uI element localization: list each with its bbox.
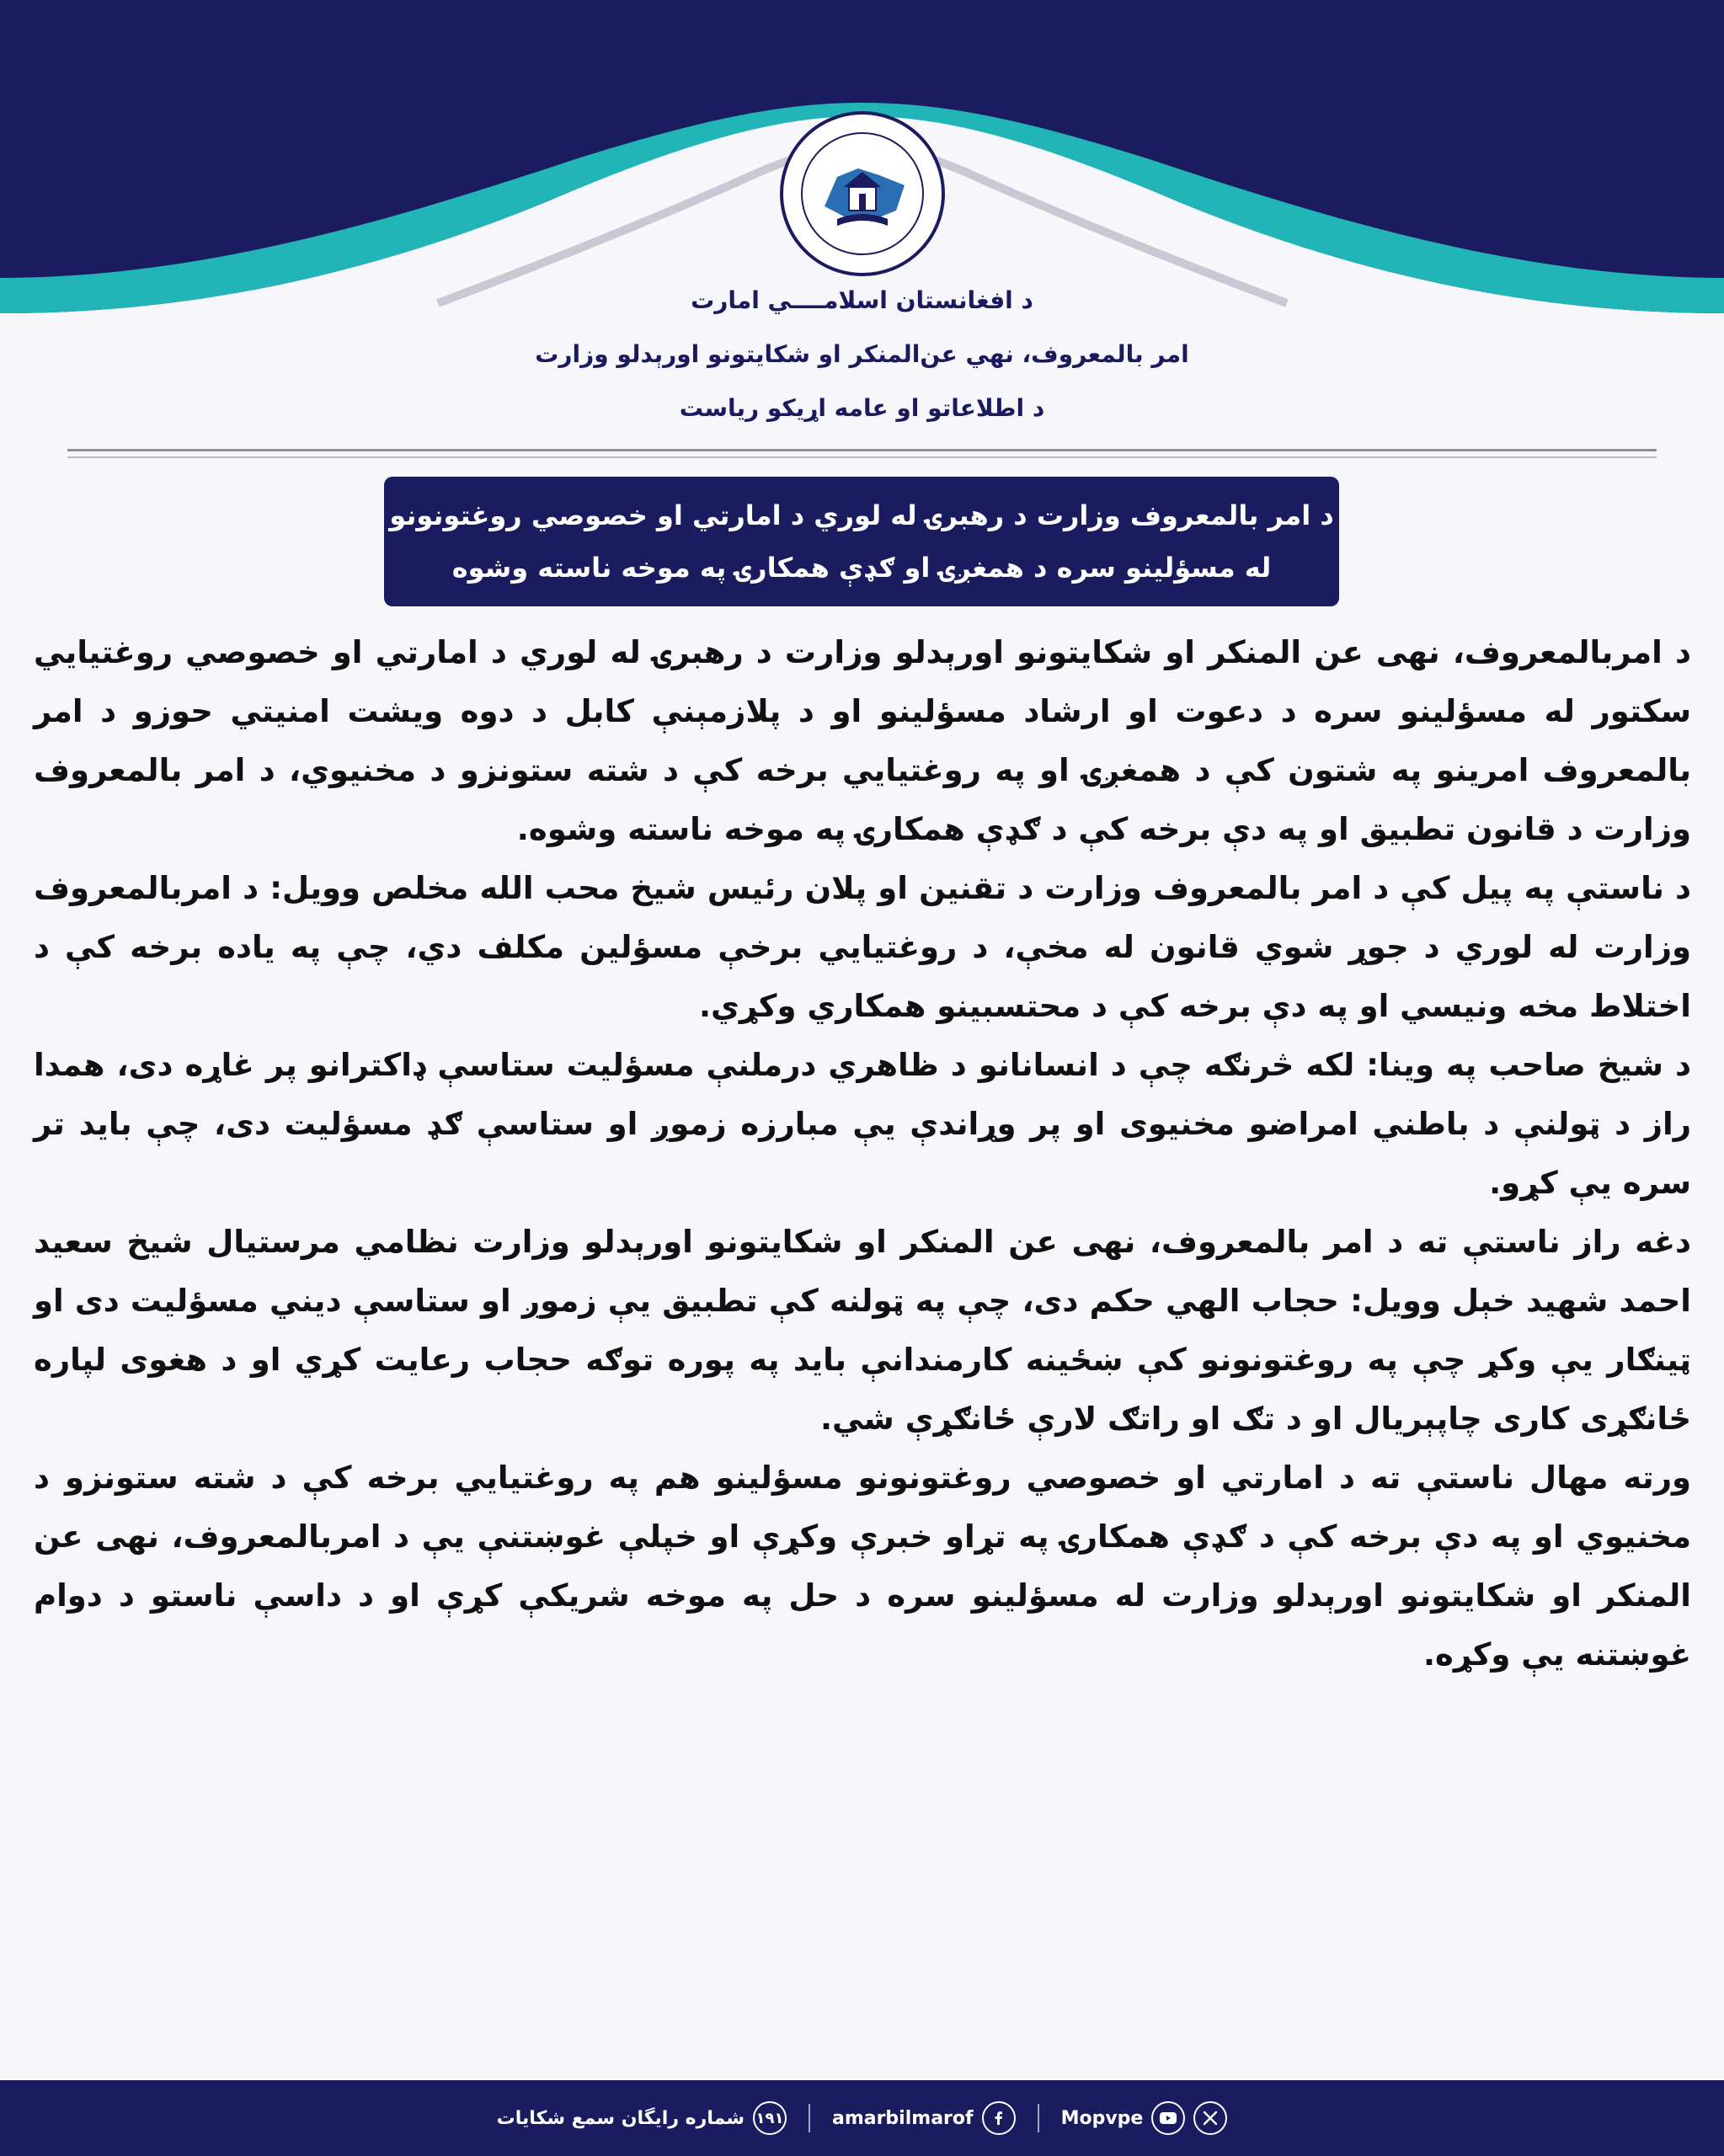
headline-banner [384, 477, 1339, 606]
org-title-emirate: د افغانستان اسلامــــي امارت [691, 286, 1033, 314]
footer-separator [809, 2104, 810, 2132]
x-twitter-icon[interactable] [1193, 2101, 1227, 2135]
paragraph-4: دغه راز ناستې ته د امر بالمعروف، نهی عن المنکر او شکایتونو اورېدلو وزارت نظامي مرستیال شیخ سعید احمد شهید خېل وویل: حجاب الهي حکم دی، چې په ټولنه کې تطبیق یې زموږ او ستاسې دیني مسؤلیت دی او ټینګار یې وکړ چې په روغتونونو کې ښځینه کارمندانې باید په پوره توګه حجاب رعایت کړي او د هغوی لپاره ځانګړی کاری چاپېریال او د تګ او راتګ لارې ځانګړې شي. [34, 1224, 1691, 1437]
org-title-ministry: امر بالمعروف، نهي عن‌المنکر او شکایتونو اورېدلو وزارت [535, 340, 1189, 368]
facebook-handle: amarbilmarof [831, 2107, 974, 2129]
divider [67, 456, 1657, 458]
paragraph-1: د امربالمعروف، نهی عن المنکر او شکایتونو اورېدلو وزارت د رهبرۍ له لوري د امارتي او خصوصي روغتیايي سکتور له مسؤلینو سره د دعوت او ارشاد مسؤلینو او د پلازمېنې کابل د دوه ویشت امنیتي حوزو د امر بالمعروف امرینو په شتون کې د همغږۍ او په روغتیايي برخه کې د شته ستونزو د مخنیوي، د امر بالمعروف وزارت د قانون تطبیق او په دې برخه کې د ګډې همکارۍ په موخه ناسته وشوه. [34, 634, 1691, 847]
headline-line-2: له مسؤلینو سره د همغږۍ او ګډې همکارۍ په موخه ناسته وشوه [451, 552, 1272, 584]
hotline-number-badge [753, 2101, 787, 2135]
hotline [497, 2101, 787, 2135]
facebook-icon[interactable] [982, 2101, 1016, 2135]
divider [67, 449, 1657, 451]
youtube-x-link[interactable] [1061, 2101, 1228, 2135]
hotline-label: شماره رایگان سمع شکایات [496, 2107, 745, 2129]
article-body [34, 623, 1691, 1684]
paragraph-5: ورته مهال ناستې ته د امارتي او خصوصي روغتونونو مسؤلینو هم په روغتیايي برخه کې د شته ستونزو د مخنیوي او په دې برخه کې د ګډې همکارۍ په تړاو خبرې وکړې او خپلې غوښتنې یې د امربالمعروف، نهی عن المنکر او شکایتونو اورېدلو وزارت له مسؤلینو سره د حل په موخه شریکې کړې او د داسې ناستو د دوام غوښتنه یې وکړه. [34, 1460, 1691, 1673]
footer-bar [0, 2080, 1724, 2156]
org-title-directorate: د اطلاعاتو او عامه اړیکو ریاست [679, 394, 1045, 422]
ministry-emblem [778, 109, 947, 278]
paragraph-2: د ناستې په پیل کې د امر بالمعروف وزارت د تقنین او پلان رئیس شیخ محب الله مخلص وویل: د امربالمعروف وزارت له لوري د جوړ شوي قانون له مخې، د روغتیايي برخې مسؤلین مکلف دي، چې په یاده برخه کې د اختلاط مخه ونیسي او په دې برخه کې د محتسبینو همکاري وکړي. [34, 870, 1691, 1024]
youtube-icon[interactable] [1151, 2101, 1185, 2135]
headline-line-1: د امر بالمعروف وزارت د رهبرۍ له لوري د امارتي او خصوصي روغتونونو [389, 499, 1334, 531]
organization-header [0, 274, 1724, 435]
paragraph-3: د شیخ صاحب په وینا: لکه څرنګه چې د انسانانو د ظاهري درملنې مسؤلیت ستاسې ډاکترانو پر غاړه دی، همدا راز د ټولنې د باطني امراضو مخنیوی او پر وړاندې یې مبارزه زموږ او ستاسې ګډ مسؤلیت دی، چې باید تر سره یې کړو. [34, 1047, 1691, 1201]
hotline-number: ۱۹۱ [755, 2109, 784, 2127]
facebook-link[interactable] [832, 2101, 1016, 2135]
footer-separator [1038, 2104, 1039, 2132]
youtube-x-handle: Mopvpe [1060, 2107, 1144, 2129]
